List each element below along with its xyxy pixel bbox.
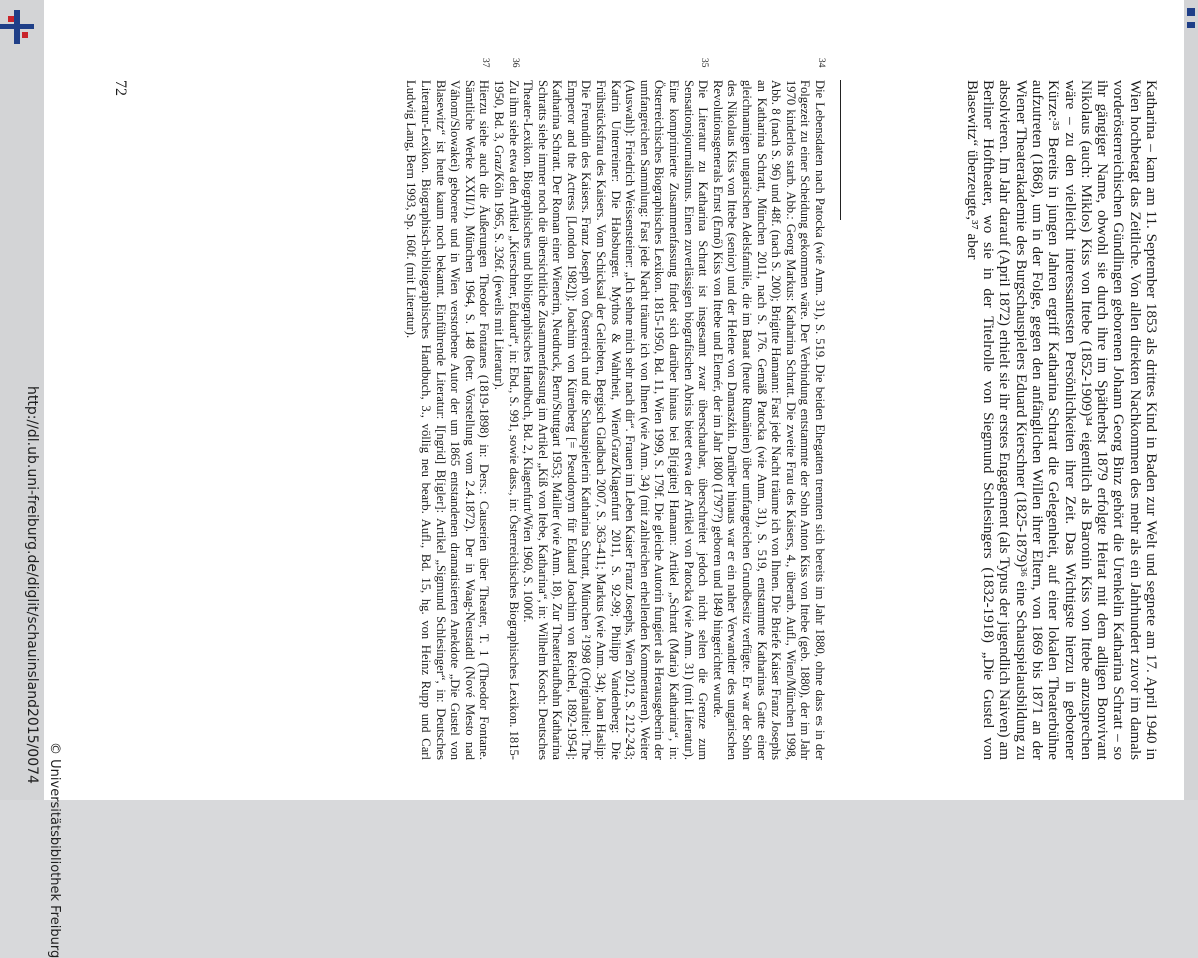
viewer-right-margin xyxy=(1184,0,1198,800)
corner-mark-icon xyxy=(1187,8,1195,16)
footnote-36 xyxy=(491,58,521,760)
footnote-text: Die Literatur zu Katharina Schratt ist insgesamt zwar überschaubar, überschreitet jedoch nicht selten die Grenze zum Sensationsjournalismus. Einen zuverlässigen biografischen Abriss bietet etwa der Artikel von Patocka (wie Anm. 31) (mit Literatur). Eine komprimierte Zusammenfassung findet sich darüber hinaus bei B[rigitte] Hamann: Artikel „Schratt (Maria) Katharina“, in: Österreichisches Biographisches Lexikon. 1815-1950, Bd. 11, Wien 1999, S. 179f. Die gleiche Autorin fungiert als Herausgeberin der umfangreichen Sammlung: Fast jede Nacht träume ich von Ihnen (wie Anm. 34) (mit zahlreichen erhellenden Kommentaren). Weiter (Auswahl): Friedrich Weissensteiner: „Ich sehne mich sehr nach dir“. Frauen im Leben Kaiser Franz Josephs, Wien 2012, S. 212-243; Katrin Unterreiner: Die Habsburger. Mythos & Wahrheit, Wien/Graz/Klagenfurt 2011, S. 92-99; Philipp Vandenberg: Die Frühstücksfrau des Kaisers. Vom Schicksal der Geliebten, Bergisch Gladbach 2007, S. 363-411; Markus (wie Anm. 34); Joan Haslip: Die Freundin des Kaisers. Franz Joseph von Österreich und die Schauspielerin Katharina Schratt, München ²1998 (Originaltitel: The Emperor and the Actress [London 1982]); Joachim von Kürenberg [= Pseudonym für Eduard Joachim von Reichel, 1892-1954]: Katharina Schratt. Der Roman einer Wienerin, Neudruck, Bern/Stuttgart 1953; Mailler (wie Anm. 18). Zur Theaterlaufbahn Katharina Schratts siehe immer noch die übersichtliche Zusammenfassung im Artikel „Kiß von Itebe, Katharina“, in: Wilhelm Kosch: Deutsches Theater-Lexikon. Biographisches und bibliographisches Handbuch, Bd. 2, Klagenfurt/Wien 1960, S. 1000f. xyxy=(521,80,711,760)
footnotes xyxy=(404,58,827,760)
footnote-number: 37 xyxy=(480,58,491,68)
footnote-number: 35 xyxy=(699,58,710,68)
footnote-text: Hierzu siehe auch die Äußerungen Theodor Fontanes (1819-1898) in: Ders.: Causerien über Theater, T. 1 (Theodor Fontane. Sämtliche Werke XXII/1), München 1964, S. 148 (betr. Vorstellung vom 2.4.1872). Der in Waag-Neustadtl (Nové Mesto nad Váhom/Slowakei) geborene und in Wien verstorbene Autor der um 1865 entstandenen dramatisierten Anekdote „Die Gustel von Blasewitz“ ist heute kaum noch bekannt. Einführende Literatur: I[ngrid] B[igler]: Artikel „Sigmund Schlesinger“, in: Deutsches Literatur-Lexikon. Biographisch-bibliographisches Handbuch, 3., völlig neu bearb. Aufl., Bd. 15, hg. von Heinz Rupp und Carl Ludwig Lang, Bern 1993, Sp. 160f. (mit Literatur). xyxy=(404,80,492,760)
viewer-left-margin xyxy=(0,0,44,800)
ub-freiburg-logo-icon xyxy=(0,10,34,44)
footnote-37 xyxy=(404,58,492,760)
page-number: 72 xyxy=(112,80,129,96)
rotated-page-content xyxy=(79,0,1169,790)
footnote-35 xyxy=(521,58,711,760)
footnote-number: 34 xyxy=(816,58,826,68)
copyright-notice: © Universitätsbibliothek Freiburg xyxy=(47,742,62,958)
corner-mark-icon xyxy=(1187,22,1195,28)
body-text: Katharina – kam am 11. September 1853 als drittes Kind in Baden zur Welt und segnete am 17. April 1940 in Wien hochbetagt das Zeitliche. Von allen direkten Nachkommen des mehr als ein Jahrhundert zuvor im damals vorderösterreichischen Gündlingen geborenen Johann Georg Binz gehört die Urenkelin Katharina Schratt – so ihr gängiger Name, obwohl sie durch ihre im Spätherbst 1879 erfolgte Heirat mit dem adligen Bonvivant Nikolaus (auch: Miklos) Kiss von Ittebe (1852-1909)³⁴ eigentlich als Baronin Kiss von Ittebe anzusprechen wäre – zu den vielleicht interessantesten Persönlichkeiten ihrer Zeit. Das Wichtigste hierzu in gebotener Kürze:³⁵ Bereits in jungen Jahren ergriff Katharina Schratt die Gelegenheit, auf einer lokalen Theaterbühne aufzutreten (1868), um in der Folge, gegen den anfänglichen Willen ihrer Eltern, von 1869 bis 1871 an der Wiener Theaterakademie des Burgschauspielers Eduard Kierschner (1825-1879)³⁶ eine Schauspielausbildung zu absolvieren. Im Jahr darauf (April 1872) erhielt sie ihr erstes Engagement (als Typus der jugendlich Naiven) am Berliner Hoftheater, wo sie in der Titelrolle von Siegmund Schlesingers (1832-1918) „Die Gustel von Blasewitz“ überzeugte,³⁷ aber xyxy=(963,80,1159,760)
document-page xyxy=(44,0,1184,800)
footnote-text: Zu ihm siehe etwa den Artikel „Kierschner, Eduard“, in: Ebd., S. 991, sowie dass., in: Österreichisches Biographisches Lexikon. 1815-1950, Bd. 3, Graz/Köln 1965, S. 326f. (jeweils mit Literatur). xyxy=(491,80,521,760)
footnote-34 xyxy=(710,58,827,760)
footnote-number: 36 xyxy=(509,58,520,68)
footnote-divider xyxy=(840,80,841,220)
document-url[interactable]: http://dl.ub.uni-freiburg.de/diglit/schauinsland2015/0074 xyxy=(24,386,40,784)
footnote-text: Die Lebensdaten nach Patocka (wie Anm. 31), S. 519. Die beiden Ehegatten trennten sich bereits im Jahr 1880, ohne dass es in der Folgezeit zu einer Scheidung gekommen wäre. Der Verbindung entstammte der Sohn Anton Kiss von Ittebe (geb. 1880), der im Jahr 1970 kinderlos starb. Abb.: Georg Markus: Katharina Schratt. Die zweite Frau des Kaisers, 4., überarb. Aufl., Wien/München 1998, Abb. 8 (nach S. 96) und 48f. (nach S. 200); Brigitte Hamann: Fast jede Nacht träume ich von Ihnen. Die Briefe Kaiser Franz Josephs an Katharina Schratt, München 2011, nach S. 176. Gemäß Patocka (wie Anm. 31), S. 519, entstammte Katharinas Gatte einer gleichnamigen ungarischen Adelsfamilie, die im Banat (heute Rumänien) über umfangreichen Grundbesitz verfügte. Er war der Sohn des Nikolaus Kiss von Ittebe (senior) und der Helene von Damaszkin. Darüber hinaus war er ein naher Verwandter des ungarischen Revolutionsgenerals Ernst (Ernő) Kiss von Ittebe und Elemér, der im Jahr 1800 (1797?) geboren und 1849 hingerichtet wurde. xyxy=(710,80,827,760)
